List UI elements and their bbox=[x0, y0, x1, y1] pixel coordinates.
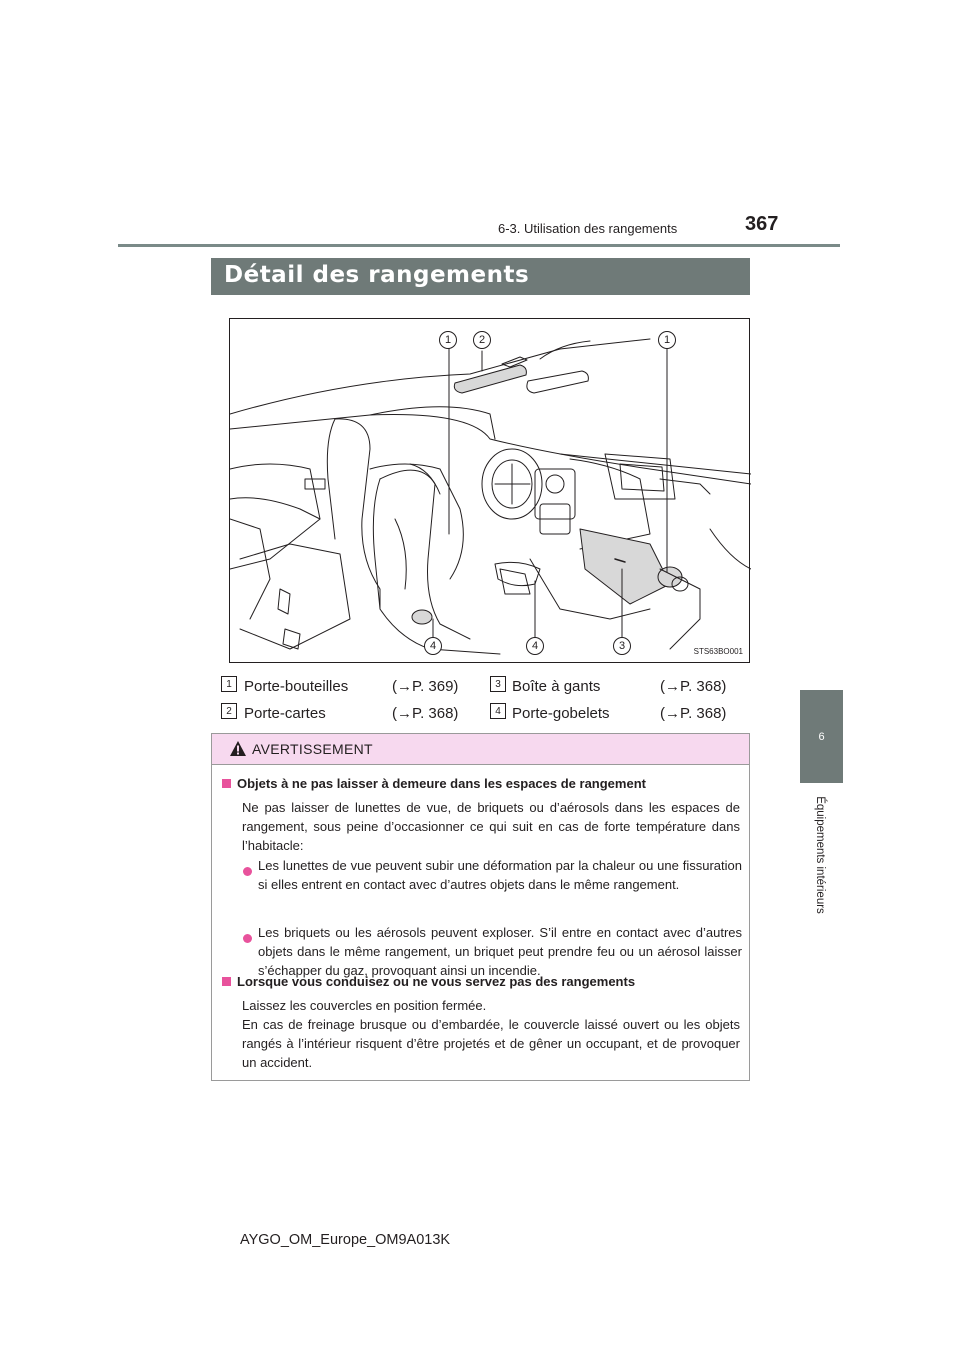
legend-num-2: 2 bbox=[221, 703, 237, 719]
warning-section-1-intro: Ne pas laisser de lunettes de vue, de briquets ou d’aérosols dans les espaces de rangement, sous peine d’occasionner ce qui suit en cas de forte température dans l’habitacle: bbox=[242, 800, 740, 853]
warning-header bbox=[212, 734, 749, 765]
callout-4-right: 4 bbox=[526, 637, 544, 655]
legend-label-1: Porte-bouteilles bbox=[244, 678, 349, 695]
warning-section-2-line1: Laissez les couvercles en position fermée. bbox=[242, 998, 487, 1013]
legend-ref-4: (→P. 368) bbox=[660, 705, 727, 722]
interior-illustration bbox=[229, 318, 750, 663]
legend-ref-1: (→P. 369) bbox=[392, 678, 459, 695]
callout-4-left: 4 bbox=[424, 637, 442, 655]
callout-1-left: 1 bbox=[439, 331, 457, 349]
legend-num-3: 3 bbox=[490, 676, 506, 692]
callout-3: 3 bbox=[613, 637, 631, 655]
section-title: 6-3. Utilisation des rangements bbox=[498, 221, 678, 236]
warning-bullet-2: Les briquets ou les aérosols peuvent exploser. S’il entre en contact avec d’autres objets dans le même rangement, un briquet peut prendre feu ou un aérosol laisser s’échapper du gaz, provoquant ainsi un incendie. bbox=[258, 925, 742, 978]
warning-section-2-title bbox=[222, 974, 742, 989]
bullet-dot-icon bbox=[243, 863, 252, 881]
warning-box bbox=[211, 733, 750, 1081]
page-heading: Détail des rangements bbox=[224, 262, 530, 288]
page-number: 367 bbox=[745, 213, 779, 235]
chapter-side-text: Équipements intérieurs bbox=[814, 796, 826, 914]
legend-ref-2: (→P. 368) bbox=[392, 705, 459, 722]
legend-num-4: 4 bbox=[490, 703, 506, 719]
header-rule bbox=[118, 244, 840, 247]
pink-square-icon bbox=[222, 779, 231, 788]
warning-section-1-title-text: Objets à ne pas laisser à demeure dans les espaces de rangement bbox=[237, 776, 646, 791]
callout-2: 2 bbox=[473, 331, 491, 349]
legend-ref-3: (→P. 368) bbox=[660, 678, 727, 695]
warning-triangle-icon bbox=[229, 740, 247, 757]
figure-code: STS63BO001 bbox=[693, 647, 743, 656]
legend-num-1: 1 bbox=[221, 676, 237, 692]
bullet-dot-icon bbox=[243, 930, 252, 948]
warning-section-1-title bbox=[222, 776, 742, 791]
document-code: AYGO_OM_Europe_OM9A013K bbox=[240, 1232, 451, 1248]
car-interior-drawing bbox=[230, 319, 751, 664]
legend-label-2: Porte-cartes bbox=[244, 705, 326, 722]
warning-heading: AVERTISSEMENT bbox=[252, 741, 373, 757]
chapter-side-label bbox=[780, 790, 860, 920]
page-heading-bar bbox=[211, 258, 750, 295]
chapter-tab: 6 bbox=[800, 690, 843, 783]
warning-bullet-1: Les lunettes de vue peuvent subir une déformation par la chaleur ou une fissuration si elles entrent en contact avec d’autres objets dans le même rangement. bbox=[258, 858, 742, 892]
legend-label-3: Boîte à gants bbox=[512, 678, 601, 695]
warning-section-2-line2: En cas de freinage brusque ou d’embardée, le couvercle laissé ouvert ou les objets rangés à l’intérieur risquent d’être projetés et de gêner un occupant, et de provoquer un accident. bbox=[242, 1017, 740, 1070]
pink-square-icon bbox=[222, 977, 231, 986]
callout-1-right: 1 bbox=[658, 331, 676, 349]
legend-label-4: Porte-gobelets bbox=[512, 705, 610, 722]
warning-section-2-title-text: Lorsque vous conduisez ou ne vous servez pas des rangements bbox=[237, 974, 636, 989]
